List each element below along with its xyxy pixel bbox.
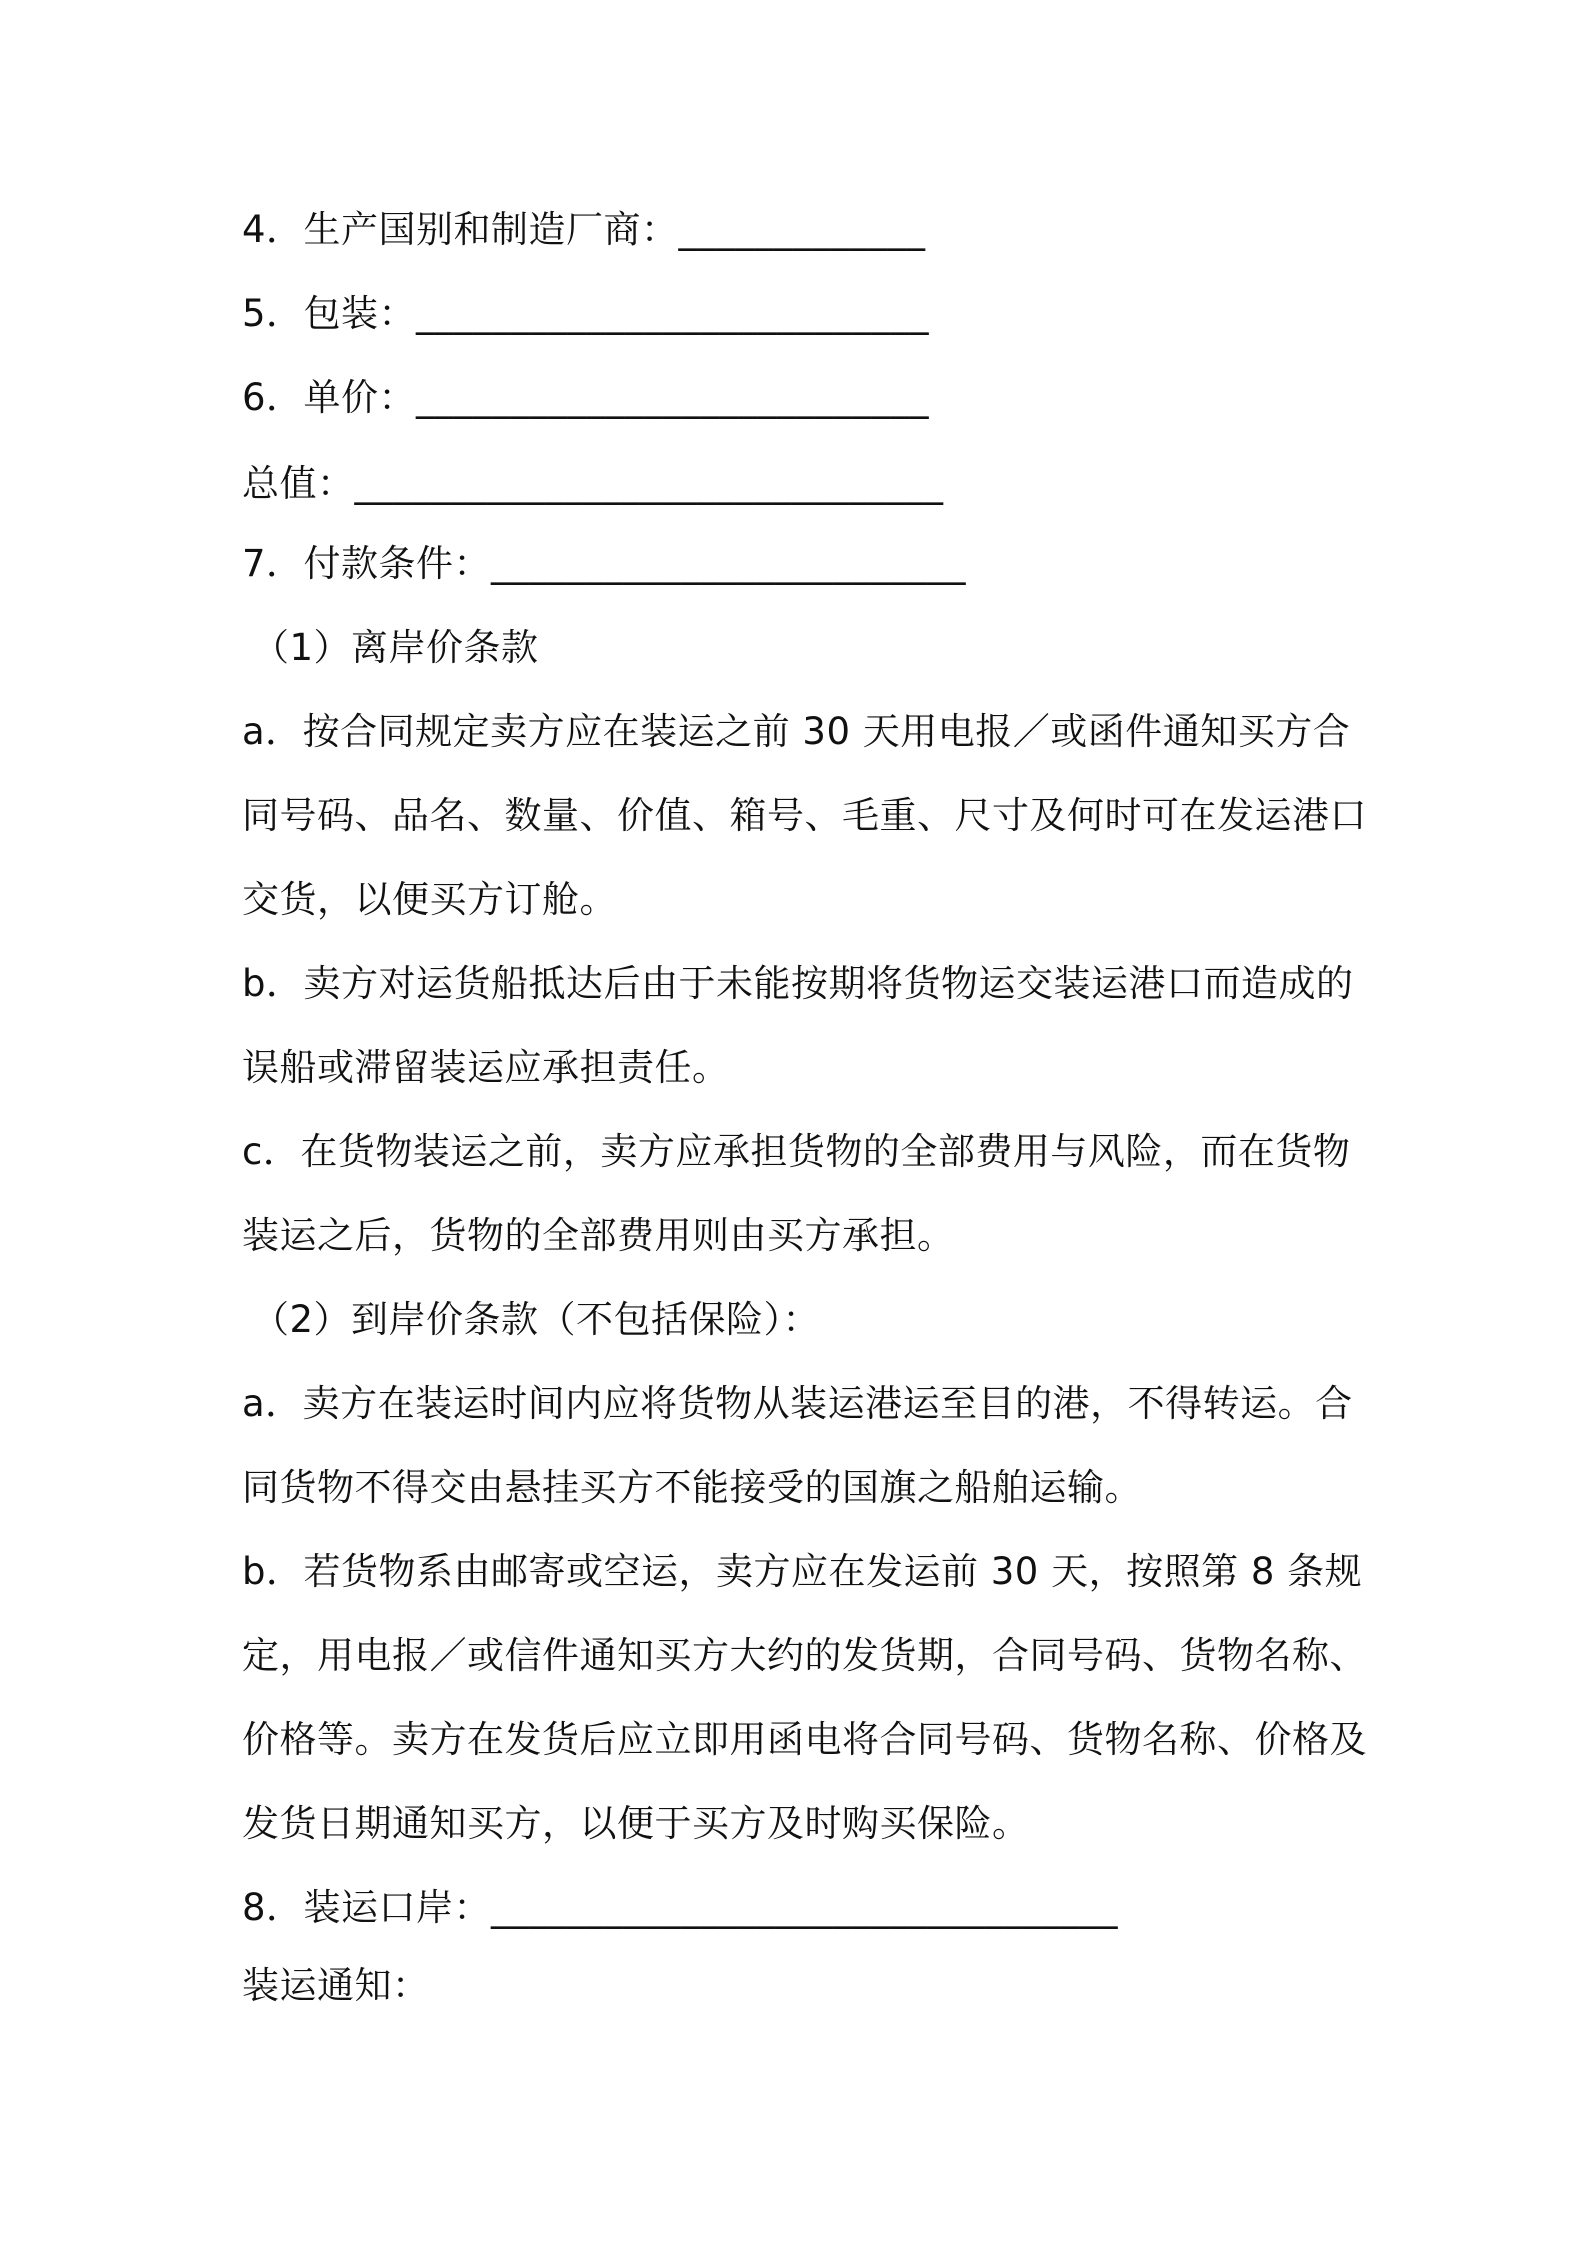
shipping-notice-heading: 装运通知： xyxy=(242,1964,430,2007)
field-total-value: 总值：_______________________________ xyxy=(242,462,944,505)
paragraph-line: 价格等。卖方在发货后应立即用函电将合同号码、货物名称、价格及 xyxy=(242,1718,1367,1761)
paragraph-line: 发货日期通知买方，以便于买方及时购买保险。 xyxy=(242,1802,1030,1845)
field-packing: 5．包装：___________________________ xyxy=(242,292,930,335)
field-unit-price: 6．单价：___________________________ xyxy=(242,376,930,419)
field-origin-manufacturer: 4．生产国别和制造厂商：_____________ xyxy=(242,208,926,251)
paragraph-line: a．卖方在装运时间内应将货物从装运港运至目的港，不得转运。合 xyxy=(242,1382,1353,1425)
paragraph-line: 装运之后，货物的全部费用则由买方承担。 xyxy=(242,1214,955,1257)
section-cif-heading: （2）到岸价条款（不包括保险）： xyxy=(252,1298,821,1341)
paragraph-line: b．若货物系由邮寄或空运，卖方应在发运前 30 天，按照第 8 条规 xyxy=(242,1550,1363,1593)
section-fob-heading: （1）离岸价条款 xyxy=(252,626,539,669)
paragraph-line: 定，用电报／或信件通知买方大约的发货期，合同号码、货物名称、 xyxy=(242,1634,1367,1677)
field-payment-terms: 7．付款条件：_________________________ xyxy=(242,542,967,585)
paragraph-line: 交货，以便买方订舱。 xyxy=(242,878,617,921)
paragraph-line: 同号码、品名、数量、价值、箱号、毛重、尺寸及何时可在发运港口 xyxy=(242,794,1367,837)
paragraph-line: a．按合同规定卖方应在装运之前 30 天用电报／或函件通知买方合 xyxy=(242,710,1351,753)
field-port-of-shipment: 8．装运口岸：_________________________________ xyxy=(242,1886,1119,1929)
paragraph-line: c．在货物装运之前，卖方应承担货物的全部费用与风险，而在货物 xyxy=(242,1130,1351,1173)
paragraph-line: b．卖方对运货船抵达后由于未能按期将货物运交装运港口而造成的 xyxy=(242,962,1354,1005)
paragraph-line: 同货物不得交由悬挂买方不能接受的国旗之船舶运输。 xyxy=(242,1466,1142,1509)
paragraph-line: 误船或滞留装运应承担责任。 xyxy=(242,1046,730,1089)
